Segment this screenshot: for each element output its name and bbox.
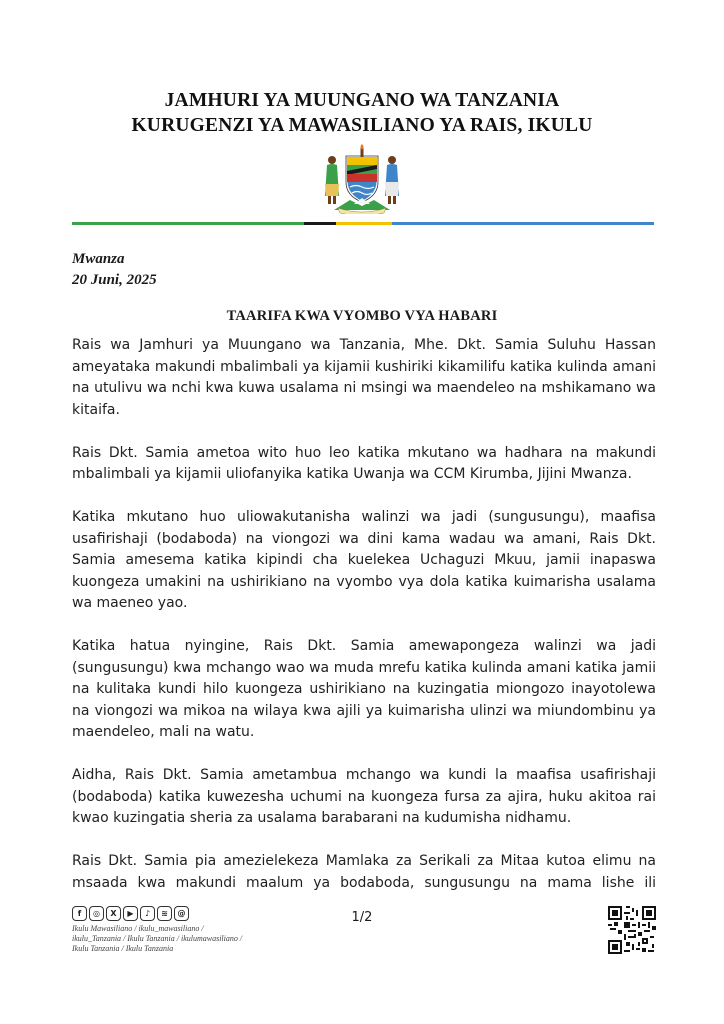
color-stripe-blue xyxy=(392,222,654,225)
color-stripe-yellow xyxy=(336,222,392,225)
paragraph: Katika mkutano huo uliowakutanisha walinzi wa jadi (sungusungu), maafisa usafirishaji (bodaboda) na viongozi wa dini kama wadau wa amani, Rais Dkt. Samia amesema katika kipindi cha kuelekea Uchaguzi Mkuu, jamii inapaswa kuongeza umakini na ushirikiano na vyombo vya dola katika kuimarisha usalama wa maeneo yao. xyxy=(72,509,656,611)
page-number: 1/2 xyxy=(351,910,373,925)
coat-of-arms-emblem xyxy=(314,144,410,214)
letterhead xyxy=(0,88,724,138)
threads-icon[interactable]: @ xyxy=(174,906,189,921)
social-handles: Ikulu Mawasiliano / ikulu_mawasiliano / ikulu_Tanzania / Ikulu Tanzania / ikulumawasiliano / Ikulu Tanzania / Ikulu Tanzania xyxy=(72,924,243,953)
letterhead-line-2: KURUGENZI YA MAWASILIANO YA RAIS, IKULU xyxy=(131,115,593,136)
tiktok-icon[interactable]: ♪ xyxy=(140,906,155,921)
instagram-icon[interactable]: ◎ xyxy=(89,906,104,921)
color-stripe-black xyxy=(304,222,336,225)
dateline xyxy=(72,249,157,291)
x-icon[interactable]: X xyxy=(106,906,121,921)
youtube-icon[interactable]: ▶ xyxy=(123,906,138,921)
paragraph: Rais wa Jamhuri ya Muungano wa Tanzania, Mhe. Dkt. Samia Suluhu Hassan ameyataka makundi mbalimbali ya kijamii kushiriki kikamilifu katika kulinda amani na utulivu wa nchi kwa kuwa usalama ni msingi wa maendeleo na mshikamano wa kitaifa. xyxy=(72,337,656,418)
paragraph: Katika hatua nyingine, Rais Dkt. Samia amewapongeza walinzi wa jadi (sungusungu) kwa mchango wao wa muda mrefu katika kulinda amani katika jamii na kulitaka kundi hilo kuongeza ushirikiano na kuzingatia miongozo inayotolewa na viongozi wa mikoa na wilaya kwa ajili ya kuimarisha ulinzi wa miundombinu ya maendeleo, mali na watu. xyxy=(72,638,656,740)
document-title: TAARIFA KWA VYOMBO VYA HABARI xyxy=(226,308,498,324)
paragraph: Rais Dkt. Samia ametoa wito huo leo katika mkutano wa hadhara na makundi mbalimbali ya kijamii uliofanyika katika Uwanja wa CCM Kirumba, Jijini Mwanza. xyxy=(72,444,656,482)
paragraph: Rais Dkt. Samia pia amezielekeza Mamlaka za Serikali za Mitaa kutoa elimu na msaada kwa makundi maalum ya bodaboda, sungusungu na mama lishe ili xyxy=(72,853,656,891)
date: 20 Juni, 2025 xyxy=(72,272,157,288)
color-stripe-green xyxy=(72,222,304,225)
paragraph: Aidha, Rais Dkt. Samia ametambua mchango wa kundi la maafisa usafirishaji (bodaboda) katika kuwezesha uchumi na kuongeza fursa za ajira, huku akitoa rai kwao kuzingatia sheria za usalama barabarani na kudumisha nidhamu. xyxy=(72,767,656,826)
facebook-icon[interactable]: f xyxy=(72,906,87,921)
press-release-body xyxy=(72,335,656,897)
qr-code-icon[interactable] xyxy=(608,906,656,954)
place: Mwanza xyxy=(72,251,125,267)
spotify-icon[interactable]: ≋ xyxy=(157,906,172,921)
letterhead-line-1: JAMHURI YA MUUNGANO WA TANZANIA xyxy=(164,90,560,111)
